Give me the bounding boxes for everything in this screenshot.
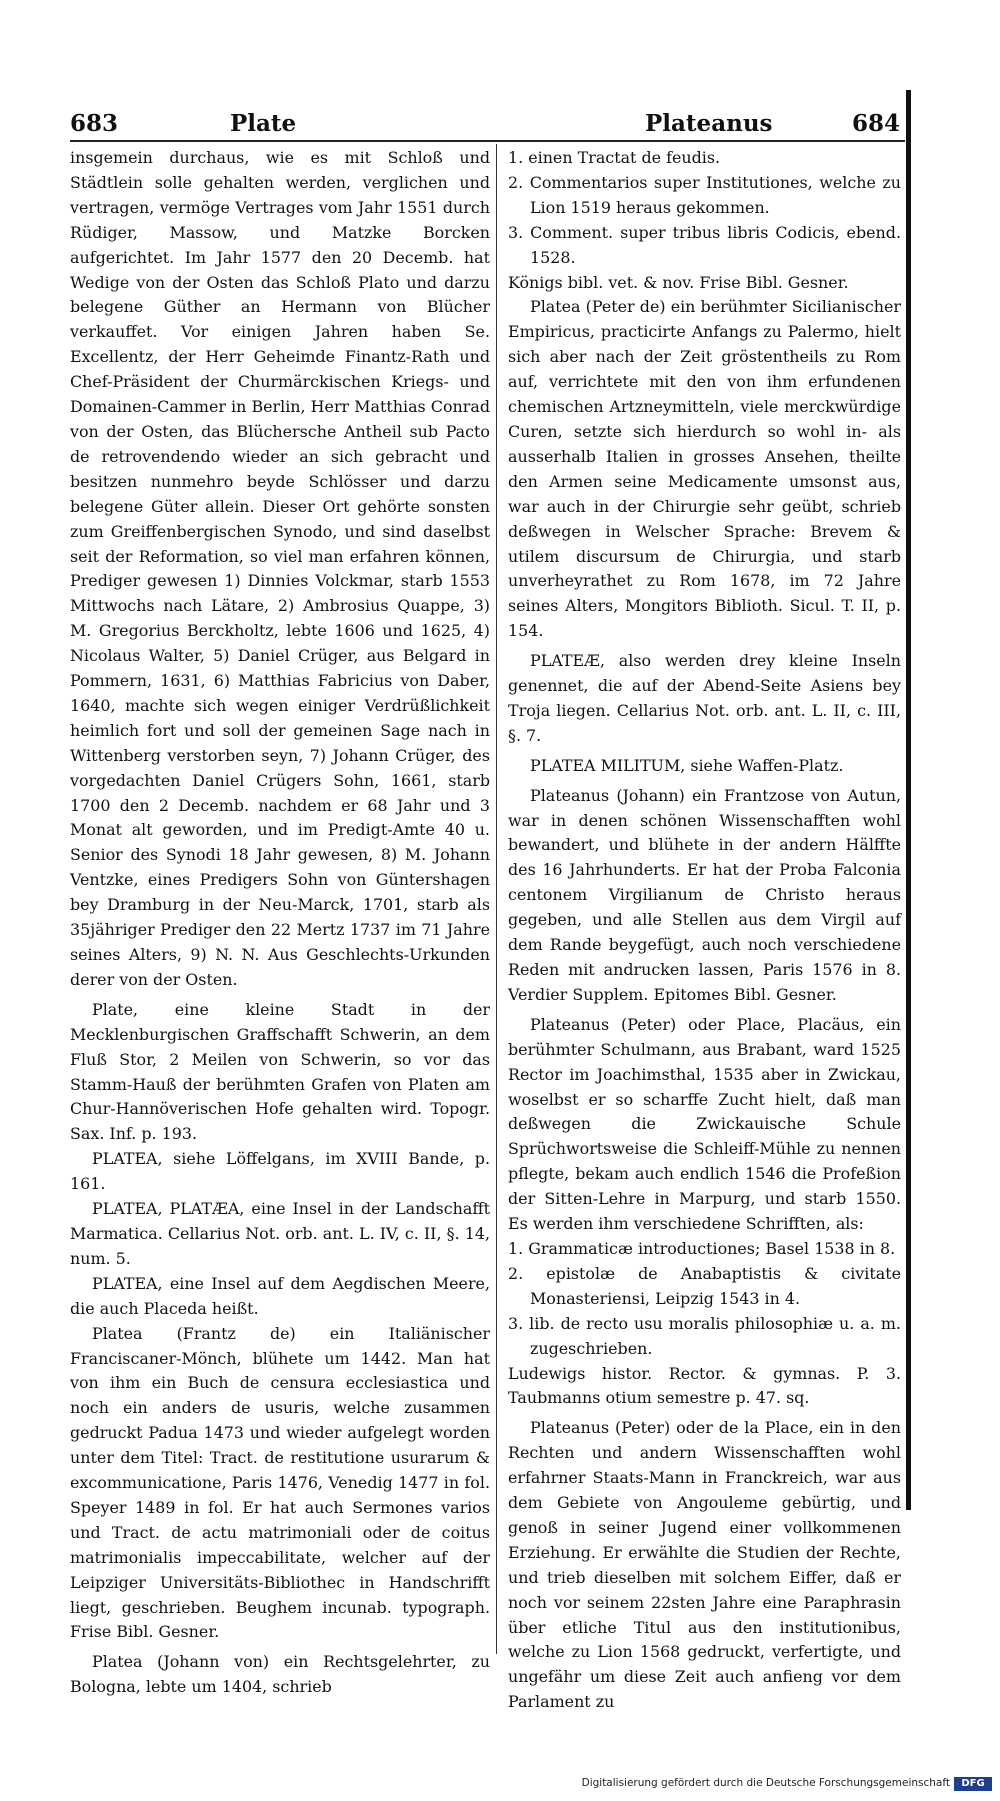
reference-line: Königs bibl. vet. & nov. Frise Bibl. Gesner. bbox=[508, 272, 849, 292]
entry-plateae: PLATEÆ, also werden drey kleine Inseln genennet, die auf der Abend-Seite Asiens bey Troja liegen. Cellarius Not. orb. ant. L. II, c. III, §. 7. bbox=[508, 651, 901, 745]
running-headword-left: Plate bbox=[230, 110, 297, 137]
list-item: 2. Commentarios super Institutiones, welche zu Lion 1519 heraus gekommen. bbox=[508, 172, 901, 217]
dfg-logo: DFG bbox=[954, 1777, 992, 1791]
header-rule bbox=[70, 140, 905, 142]
page-number-left: 683 bbox=[70, 110, 119, 137]
entry-platea-insel: PLATEA, eine Insel auf dem Aegdischen Meere, die auch Placeda heißt. bbox=[70, 1273, 490, 1318]
entry-platea-loeffelgans: PLATEA, siehe Löffelgans, im XVIII Bande, p. 161. bbox=[70, 1149, 490, 1194]
page-header bbox=[70, 110, 900, 144]
right-column bbox=[508, 146, 901, 1715]
entry-plateanus-peter-place: Plateanus (Peter) oder Place, Placäus, ein berühmter Schulmann, aus Brabant, ward 1525 Rector im Joachimsthal, 1535 aber in Zwickau, woselbst er so scharffe Zucht hielt, daß man deßwegen die Zwickauische Schule Sprüchwortsweise die Schleiff-Mühle zu nennen pflegte, bekam auch endlich 1546 die Profeßion der Sitten-Lehre in Marpurg, und starb 1550. Es werden ihm verschiedene Schrifften, als: bbox=[508, 1014, 901, 1234]
funding-credit: Digitalisierung gefördert durch die Deutsche Forschungsgemeinschaft bbox=[581, 1777, 950, 1789]
reference-line: Ludewigs histor. Rector. & gymnas. P. 3. Taubmanns otium semestre p. 47. sq. bbox=[508, 1363, 901, 1408]
list-item: 1. Grammaticæ introductiones; Basel 1538 in 8. bbox=[508, 1238, 896, 1258]
entry-platea-frantz: Platea (Frantz de) ein Italiänischer Franciscaner-Mönch, blühete um 1442. Man hat von ihm ein Buch de censura ecclesiastica und noch ein anders de usuris, welche zusammen gedruckt Padua 1473 und wieder aufgelegt worden unter dem Titel: Tract. de restitutione usurarum & excommunicatione, Paris 1476, Venedig 1477 in fol. Speyer 1489 in fol. Er hat auch Sermones varios und Tract. de actu matrimoniali oder de coitus matrimonialis impeccabilitate, welcher auf der Leipziger Universitäts-Bibliothec in Handschrifft liegt, geschrieben. Beughem incunab. typograph. Frise Bibl. Gesner. bbox=[70, 1323, 490, 1642]
list-item: 1. einen Tractat de feudis. bbox=[508, 148, 721, 167]
entry-platea-plataea: PLATEA, PLATÆA, eine Insel in der Landschafft Marmatica. Cellarius Not. orb. ant. L. IV, c. II, §. 14, num. 5. bbox=[70, 1199, 490, 1268]
page-edge-bar bbox=[906, 90, 911, 1510]
entry-plato-continued: insgemein durchaus, wie es mit Schloß und Städtlein solle gehalten werden, verglichen und vertragen, vermöge Vertrages vom Jahr 1551 durch Rüdiger, Massow, und Matzke Borcken aufgerichtet. Im Jahr 1577 den 20 Decemb. hat Wedige von der Osten das Schloß Plato und darzu belegene Güther an Hermann von Blücher verkauffet. Vor einigen Jahren haben Se. Excellentz, der Herr Geheimde Finantz-Rath und Chef-Präsident der Churmärckischen Kriegs- und Domainen-Cammer in Berlin, Herr Matthias Conrad von der Osten, das Blüchersche Antheil sub Pacto de retrovendendo wieder an sich gebracht und besitzen nunmehro beyde Schlösser und darzu belegene Güter allein. Dieser Ort gehörte sonsten zum Greiffenbergischen Synodo, und sind daselbst seit der Reformation, so viel man erfahren können, Prediger gewesen 1) Dinnies Volckmar, starb 1553 Mittwochs nach Lätare, 2) Ambrosius Quappe, 3) M. Gregorius Berckholtz, lebte 1606 und 1625, 4) Nicolaus Walter, 5) Daniel Crüger, aus Belgard in Pommern, 1631, 6) Matthias Fabricius von Daber, 1640, machte sich wegen einiger Verdrüßlichkeit heimlich fort und soll der gemeinen Sage nach in Wittenberg verstorben seyn, 7) Johann Crüger, des vorgedachten Daniel Crügers Sohn, 1661, starb 1700 den 2 Decemb. nachdem er 68 Jahr und 3 Monat alt geworden, und im Predigt-Amte 40 u. Senior des Synodi 18 Jahr gewesen, 8) M. Johann Ventzke, eines Predigers Sohn von Güntershagen bey Dramburg in der Neu-Marck, 1701, starb als 35jähriger Prediger den 22 Mertz 1737 im 71 Jahre seines Alters, 9) N. N. Aus Geschlechts-Urkunden derer von der Osten. bbox=[70, 148, 490, 989]
entry-platea-johann: Platea (Johann von) ein Rechtsgelehrter, zu Bologna, lebte um 1404, schrieb bbox=[70, 1652, 490, 1697]
list-item: 3. lib. de recto usu moralis philosophiæ u. a. m. zugeschrieben. bbox=[508, 1313, 901, 1358]
entry-platea-militum: PLATEA MILITUM, siehe Waffen-Platz. bbox=[530, 755, 844, 775]
running-headword-right: Plateanus bbox=[645, 110, 773, 137]
entry-plateanus-johann: Plateanus (Johann) ein Frantzose von Autun, war in denen schönen Wissenschafften wohl bewandert, und blühete in der andern Hälffte des 16 Jahrhunderts. Er hat der Proba Falconia centonem Virgilianum de Christo heraus gegeben, und alle Stellen aus dem Virgil auf dem Rande beygefügt, auch noch verschiedene Reden mit andrucken lassen, Paris 1576 in 8. Verdier Supplem. Epitomes Bibl. Gesner. bbox=[508, 785, 901, 1004]
entry-plateanus-de-la-place: Plateanus (Peter) oder de la Place, ein in den Rechten und andern Wissenschafften wohl erfahrner Staats-Mann in Franckreich, war aus dem Gebiete von Angouleme gebürtig, und genoß in seiner Jugend einer vollkommenen Erziehung. Er erwählte die Studien der Rechte, und trieb dieselben mit solchem Eiffer, daß er noch vor seinem 22sten Jahre eine Paraphrasin über etliche Titul aus den institutionibus, welche zu Lion 1568 gedruckt, verfertigte, und ungefähr um diese Zeit auch anfieng vor dem Parlament zu bbox=[508, 1418, 901, 1712]
page-number-right: 684 bbox=[851, 110, 900, 137]
left-column bbox=[70, 146, 490, 1700]
entry-platea-peter: Platea (Peter de) ein berühmter Sicilianischer Empiricus, practicirte Anfangs zu Palermo, hielt sich aber nach der Zeit gröstentheils zu Rom auf, verrichtete mit den von ihm erfundenen chemischen Artzneymitteln, viele merckwürdige Curen, setzte sich hierdurch so wohl in- als ausserhalb Italien in grosses Ansehen, theilte den Armen seine Medicamente umsonst aus, war auch in der Chirurgie sehr geübt, schrieb deßwegen in Welscher Sprache: Brevem & utilem discursum de Chirurgia, und starb unverheyrathet zu Rom 1678, im 72 Jahre seines Alters, Mongitors Biblioth. Sicul. T. II, p. 154. bbox=[508, 297, 901, 641]
entry-plate: Plate, eine kleine Stadt in der Mecklenburgischen Graffschafft Schwerin, an dem Fluß Stor, 2 Meilen von Schwerin, so vor das Stamm-Hauß der berühmten Grafen von Platen am Chur-Hannöverischen Hofe gehalten wird. Topogr. Sax. Inf. p. 193. bbox=[70, 999, 490, 1144]
works-list-2 bbox=[508, 1237, 901, 1362]
list-item: 3. Comment. super tribus libris Codicis, ebend. 1528. bbox=[508, 222, 901, 267]
list-item: 2. epistolæ de Anabaptistis & civitate Monasteriensi, Leipzig 1543 in 4. bbox=[508, 1263, 901, 1308]
column-divider bbox=[496, 144, 497, 1654]
works-list-1 bbox=[508, 146, 901, 271]
